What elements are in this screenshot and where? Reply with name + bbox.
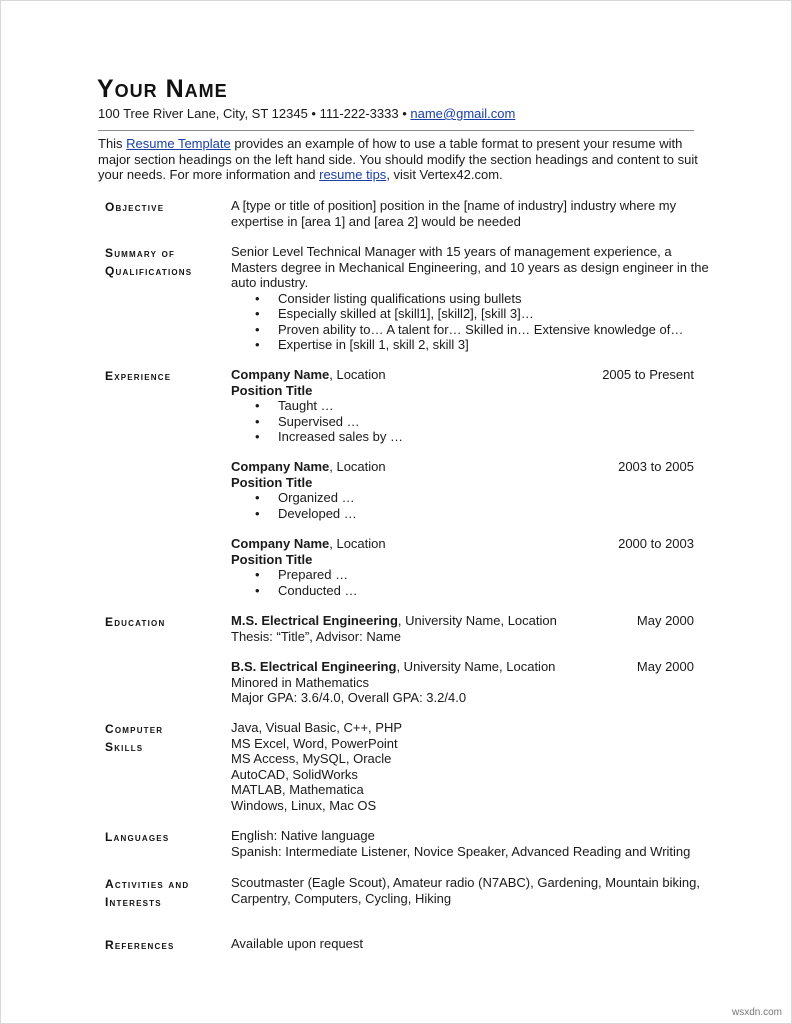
header-divider: [98, 130, 694, 131]
section-heading-objective: Objective: [105, 200, 165, 214]
objective-content: A [type or title of position] position in the [name of industry] industry where my expertise in [area 1] and [area 2] would be needed: [231, 198, 677, 229]
resume-tips-link[interactable]: resume tips: [319, 167, 387, 182]
job-date: 2005 to Present: [602, 367, 694, 382]
position-title: Position Title: [231, 382, 313, 398]
education-date: May 2000: [636, 613, 694, 628]
intro-text-1: This: [98, 136, 127, 151]
section-heading-summary: Summary of Qualifications: [105, 246, 193, 278]
section-heading-experience: Experience: [105, 369, 172, 383]
computer-skills-content: Java, Visual Basic, C++, PHP MS Excel, Word, PowerPoint MS Access, MySQL, Oracle AutoCAD, SolidWorks MATLAB, Mathematica Windows, Linux, Mac OS: [231, 720, 403, 813]
job-date: 2003 to 2005: [618, 459, 694, 474]
list-item: • Consider listing qualifications using bullets: [231, 291, 701, 307]
intro-text-2: provides an example of how to use a table format to present your resume with major section headings on the left hand side. You should modify the section headings and content to suit your needs. For more information and: [98, 136, 698, 182]
address-phone: 100 Tree River Lane, City, ST 12345 • 111-222-3333 •: [98, 106, 411, 121]
summary-bullets: [231, 291, 701, 353]
section-heading-references: References: [105, 938, 175, 952]
job-date: 2000 to 2003: [618, 536, 694, 551]
job-entry: Company Name, Location 2000 to 2003 Position Title • Prepared … • Conducted …: [231, 536, 694, 598]
section-heading-education: Education: [105, 615, 166, 629]
activities-content: Scoutmaster (Eagle Scout), Amateur radio (N7ABC), Gardening, Mountain biking, Carpentry, Computers, Cycling, Hiking: [231, 875, 700, 906]
job-entry: Company Name, Location 2005 to Present Position Title • Taught … • Supervised … • Increased sales by …: [231, 367, 694, 445]
email-link[interactable]: name@gmail.com: [410, 106, 516, 121]
list-item: • Organized …: [231, 490, 694, 506]
list-item: • Especially skilled at [skill1], [skill2], [skill 3]…: [231, 306, 701, 322]
section-heading-languages: Languages: [105, 830, 170, 844]
list-item: • Taught …: [231, 398, 694, 414]
contact-line: [98, 106, 515, 121]
education-entry: M.S. Electrical Engineering, University Name, Location May 2000 Thesis: “Title”, Advisor: Name: [231, 613, 694, 644]
list-item: • Supervised …: [231, 414, 694, 430]
list-item: • Prepared …: [231, 567, 694, 583]
section-heading-activities: Activities and Interests: [105, 877, 190, 909]
summary-content: Senior Level Technical Manager with 15 years of management experience, a Masters degree in Mechanical Engineering, and 10 years as design engineer in the auto industry. • Consider listing qualifications using bullets • Especially skilled at [skill1], [skill2], [skill 3]… • Proven ability to… A talent for… Skilled in… Extensive knowledge of… • Expertise in [skill 1, skill 2, skill 3]: [231, 244, 701, 353]
education-date: May 2000: [636, 659, 694, 674]
job-entry: Company Name, Location 2003 to 2005 Position Title • Organized … • Developed …: [231, 459, 694, 521]
list-item: • Developed …: [231, 506, 694, 522]
resume-template-link[interactable]: Resume Template: [126, 136, 231, 151]
position-title: Position Title: [231, 551, 313, 567]
list-item: • Expertise in [skill 1, skill 2, skill 3]: [231, 337, 701, 353]
watermark: wsxdn.com: [731, 1007, 782, 1018]
list-item: • Proven ability to… A talent for… Skilled in… Extensive knowledge of…: [231, 322, 701, 338]
position-title: Position Title: [231, 474, 313, 490]
section-heading-computer-skills: Computer Skills: [105, 722, 164, 754]
resume-name: Your Name: [97, 75, 228, 103]
list-item: • Conducted …: [231, 583, 694, 599]
intro-text-3: , visit Vertex42.com.: [386, 167, 503, 182]
intro-paragraph: [98, 136, 698, 183]
references-content: Available upon request: [231, 936, 364, 951]
list-item: • Increased sales by …: [231, 429, 694, 445]
education-entry: B.S. Electrical Engineering, University Name, Location May 2000 Minored in Mathematics Major GPA: 3.6/4.0, Overall GPA: 3.2/4.0: [231, 659, 694, 705]
languages-content: English: Native language Spanish: Intermediate Listener, Novice Speaker, Advanced Reading and Writing: [231, 828, 691, 859]
